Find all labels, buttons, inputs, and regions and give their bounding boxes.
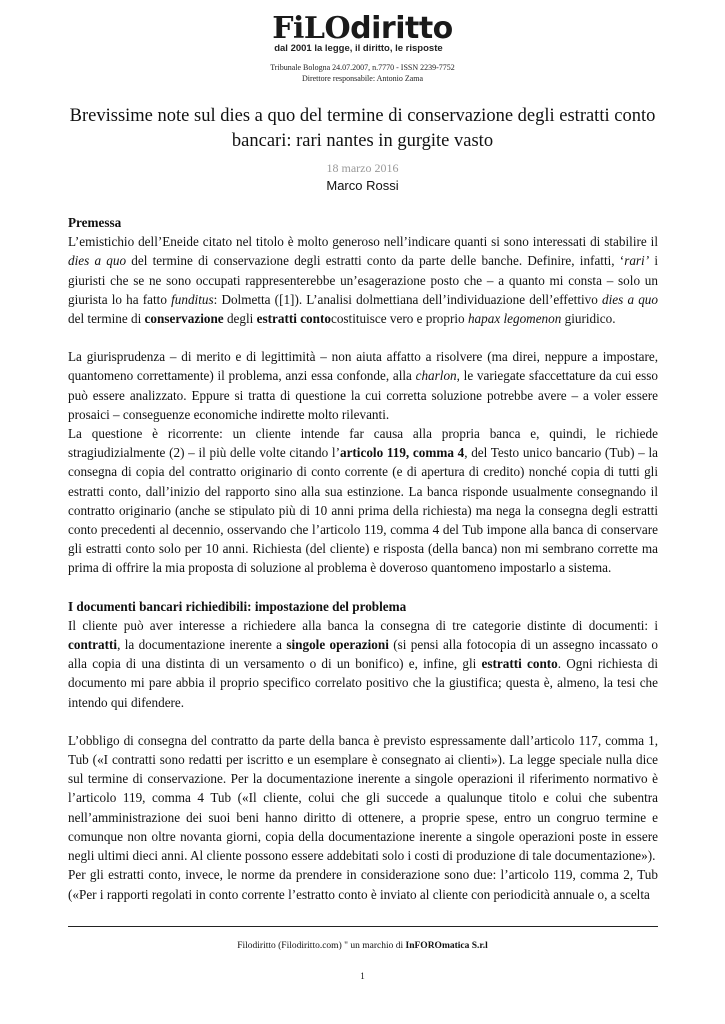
article-title: Brevissime note sul dies a quo del termine di conservazione degli estratti conto bancari: rari nantes in gurgite vasto xyxy=(69,106,656,151)
masthead xyxy=(0,11,725,84)
article-date: 18 marzo 2016 xyxy=(326,161,399,175)
paragraph-3: La questione è ricorrente: un cliente intende far causa alla propria banca e, quindi, le richiede stragiudizialmente (2) – il più delle volte citando l’articolo 119, comma 4, del Testo unico bancario (Tub) – la consegna di copia del contratto originario di conto corrente (e di apertura di credito) nonché copia di tutti gli estratti conto, dall’inizio del rapporto sino alla sua estinzione. La banca risponde usualmente consegnando il contratto originario (anche se stipulato più di 10 anni prima della richiesta) ma nega la consegna degli estratti conto precedenti al decennio, osservando che l’articolo 119, comma 4 del Tub impone alla banca di conservare gli estratti conto solo per 10 anni. Richiesta (del cliente) e risposta (della banca) non mi sembrano corrette ma prima di offrire la mia proposta di soluzione al problema è doveroso quantomeno impostarlo a sistema. xyxy=(68,426,658,576)
paragraph-2: La giurisprudenza – di merito e di legittimità – non aiuta affatto a risolvere (ma direi, neppure a impostare, quantomeno correttamente) il problema, anzi essa confonde, alla charlon, le variegate sfaccettature da cui esso può essere analizzato. Eppure si tratta di questione la cui corretta soluzione potrebbe avere – a voler essere prosaici – conseguenze economiche indirette molto rilevanti. xyxy=(68,349,658,422)
logo-part2: diritto xyxy=(350,11,453,46)
section-heading-documenti: I documenti bancari richiedibili: impostazione del problema xyxy=(68,598,407,614)
paragraph-1: L’emistichio dell’Eneide citato nel titolo è molto generoso nell’indicare quanti si sono interessati di stabilire il dies a quo del termine di conservazione degli estratti conto da parte delle banche. Definire, infatti, ‘rari’ i giuristi che se ne sono occupati rappresenterebbe un’esagerazione posto che – a quanto mi consta – solo un giurista lo ha fatto funditus: Dolmetta ([1]). L’analisi dolmettiana dell’individuazione dell’effettivo dies a quo del termine di conservazione degli estratti contocostituisce vero e proprio hapax legomenon giuridico. xyxy=(68,234,659,327)
footer-company: InFOROmatica S.r.l xyxy=(405,941,488,951)
article-body xyxy=(68,213,658,904)
article-author: Marco Rossi xyxy=(326,178,399,193)
footer-divider xyxy=(68,926,658,927)
logo-part1: FiLO xyxy=(272,11,351,46)
director-line: Direttore responsabile: Antonio Zama xyxy=(301,74,424,83)
filodiritto-logo xyxy=(272,11,453,54)
page-number: 1 xyxy=(360,971,365,981)
paragraph-4: Il cliente può aver interesse a richiedere alla banca la consegna di tre categorie distinte di documenti: i contratti, la documentazione inerente a singole operazioni (si pensi alla fotocopia di un assegno incassato o alla copia di una distinta di un versamento o di un bonifico) e, infine, gli estratti conto. Ogni richiesta di documento mi pare abbia il proprio specifico correlato positivo che la giustifica; questa è, almeno, la tesi che intendo qui difendere. xyxy=(68,617,658,710)
registration-info xyxy=(0,62,725,84)
logo-tagline: dal 2001 la legge, il diritto, le risposte xyxy=(274,43,443,54)
footer xyxy=(0,941,725,951)
section-heading-premessa: Premessa xyxy=(68,215,122,230)
registration-line: Tribunale Bologna 24.07.2007, n.7770 - ISSN 2239-7752 xyxy=(270,63,455,72)
paragraph-5: L’obbligo di consegna del contratto da parte della banca è previsto espressamente dall’articolo 117, comma 1, Tub («I contratti sono redatti per iscritto e un esemplare è consegnato ai clienti»). La legge speciale nulla dice sul termine di conservazione. Per la documentazione inerente a singole operazioni il riferimento normativo è l’articolo 119, comma 4 Tub («Il cliente, colui che gli succede a qualunque titolo e colui che subentra nell’amministrazione dei suoi beni hanno diritto di ottenere, a proprie spese, entro un congruo termine e comunque non oltre novanta giorni, copia della documentazione inerente a singole operazioni poste in essere negli ultimi dieci anni. Al cliente possono essere addebitati solo i costi di produzione di tale documentazione»). xyxy=(68,732,658,864)
paragraph-6: Per gli estratti conto, invece, le norme da prendere in considerazione sono due: l’articolo 119, comma 2, Tub («Per i rapporti regolati in conto corrente l’estratto conto è inviato al cliente con periodicità annuale o, a scelta xyxy=(68,867,658,902)
footer-text: Filodiritto (Filodiritto.com) " un marchio di xyxy=(237,941,406,951)
logo-wordmark xyxy=(272,11,453,46)
